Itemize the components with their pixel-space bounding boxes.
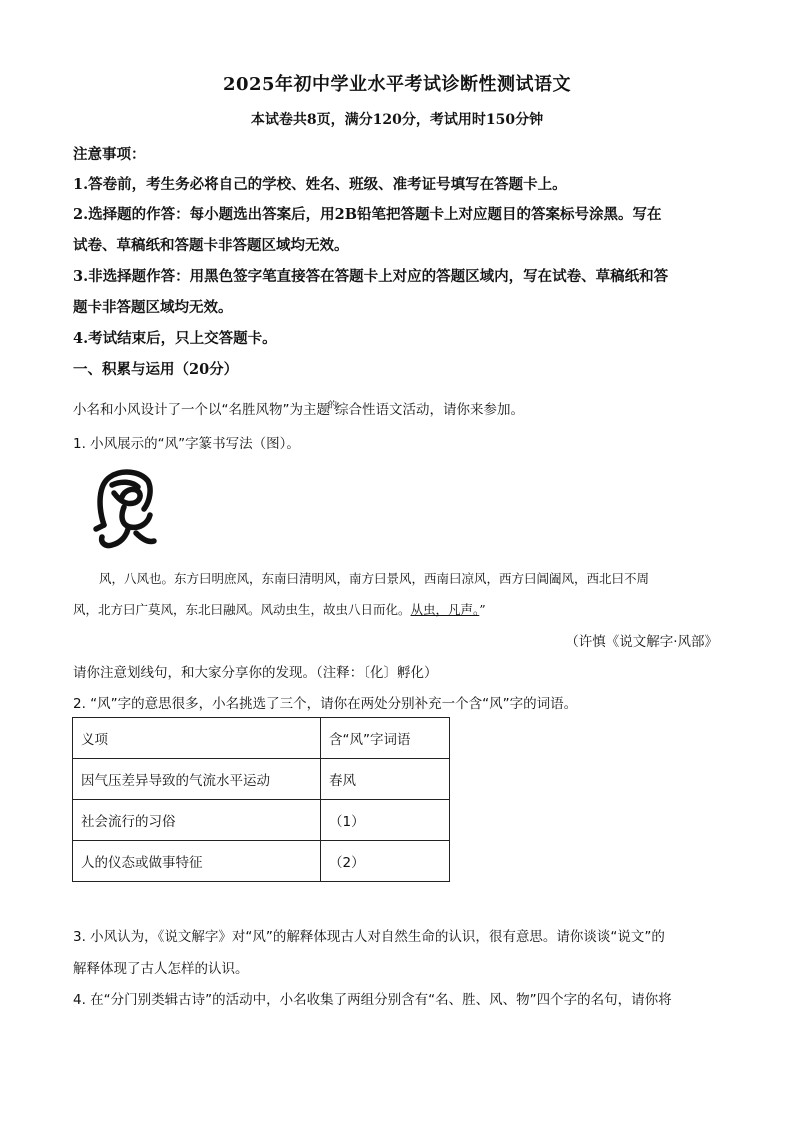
notice-item-3-line-2: 题卡非答题区域均无效。 — [73, 299, 233, 316]
question-2-prompt: 2. “风”字的意思很多，小名挑选了三个，请你在两处分别补充一个含“风”字的词语。 — [73, 696, 578, 712]
notice-item-3-line-1: 3.非选择题作答：用黑色签字笔直接答在答题卡上对应的答题区域内，写在试卷、草稿纸和答 — [73, 268, 669, 285]
table-cell-meaning: 社会流行的习俗 — [73, 800, 321, 841]
table-header-meaning: 义项 — [73, 718, 321, 759]
table-cell-meaning: 人的仪态或做事特征 — [73, 841, 321, 882]
table-header-word: 含“风”字词语 — [321, 718, 450, 759]
exam-subtitle: 本试卷共8页，满分120分，考试用时150分钟 — [250, 112, 544, 128]
table-header-row — [73, 718, 450, 759]
exam-title: 2025年初中学业水平考试诊断性测试语文 — [222, 74, 572, 95]
intro-text-after: 综合性语文活动，请你来参加。 — [335, 402, 525, 418]
shuowen-quote-line-2 — [73, 600, 486, 618]
notice-item-4: 4.考试结束后，只上交答题卡。 — [73, 330, 277, 347]
question-1-prompt: 1. 小风展示的“风”字篆书写法（图）。 — [73, 436, 300, 452]
notice-item-1: 1.答卷前，考生务必将自己的学校、姓名、班级、准考证号填写在答题卡上。 — [73, 176, 567, 193]
table-row — [73, 841, 450, 882]
quote-line-2-end: ” — [479, 602, 486, 617]
notice-item-2-line-1: 2.选择题的作答：每小题选出答案后，用2B铅笔把答题卡上对应题目的答案标号涂黑。写在 — [73, 206, 662, 223]
question-3-line-2: 解释体现了古人怎样的认识。 — [73, 961, 249, 977]
notice-heading: 注意事项： — [73, 146, 146, 163]
seal-script-feng-image — [90, 467, 160, 551]
notice-item-2-line-2: 试卷、草稿纸和答题卡非答题区域均无效。 — [73, 237, 349, 254]
section-1-heading: 一、积累与运用（20分） — [73, 361, 239, 378]
quote-line-2-plain: 风，北方曰广莫风，东北曰融风。风动虫生，故虫八日而化。 — [73, 602, 411, 617]
table-cell-answer-blank-2: （2） — [321, 841, 450, 882]
intro-superscript: 的 — [328, 401, 338, 411]
table-row — [73, 800, 450, 841]
table-cell-meaning: 因气压差异导致的气流水平运动 — [73, 759, 321, 800]
underlined-sentence: 从虫，凡声。 — [410, 602, 480, 617]
section-1-intro — [73, 398, 524, 418]
question-4-line-1: 4. 在“分门别类辑古诗”的活动中，小名收集了两组分别含有“名、胜、风、物”四个字的名句，请你将 — [73, 992, 672, 1008]
table-cell-word: 春风 — [321, 759, 450, 800]
shuowen-quote-line-1: 风，八风也。东方曰明庶风，东南曰清明风，南方曰景风，西南曰凉风，西方曰阊阖风，西北曰不周 — [99, 571, 650, 586]
meaning-table — [72, 717, 450, 882]
table-row — [73, 759, 450, 800]
quote-source: （许慎《说文解字·风部》 — [565, 634, 718, 650]
question-3-line-1: 3. 小风认为，《说文解字》对“风”的解释体现古人对自然生命的认识，很有意思。请你谈谈“说文”的 — [73, 929, 665, 945]
table-cell-answer-blank-1: （1） — [321, 800, 450, 841]
question-1-task: 请你注意划线句，和大家分享你的发现。（注释：〔化〕孵化） — [73, 665, 438, 681]
intro-text-before: 小名和小风设计了一个以“名胜风物”为主题 — [73, 402, 330, 418]
